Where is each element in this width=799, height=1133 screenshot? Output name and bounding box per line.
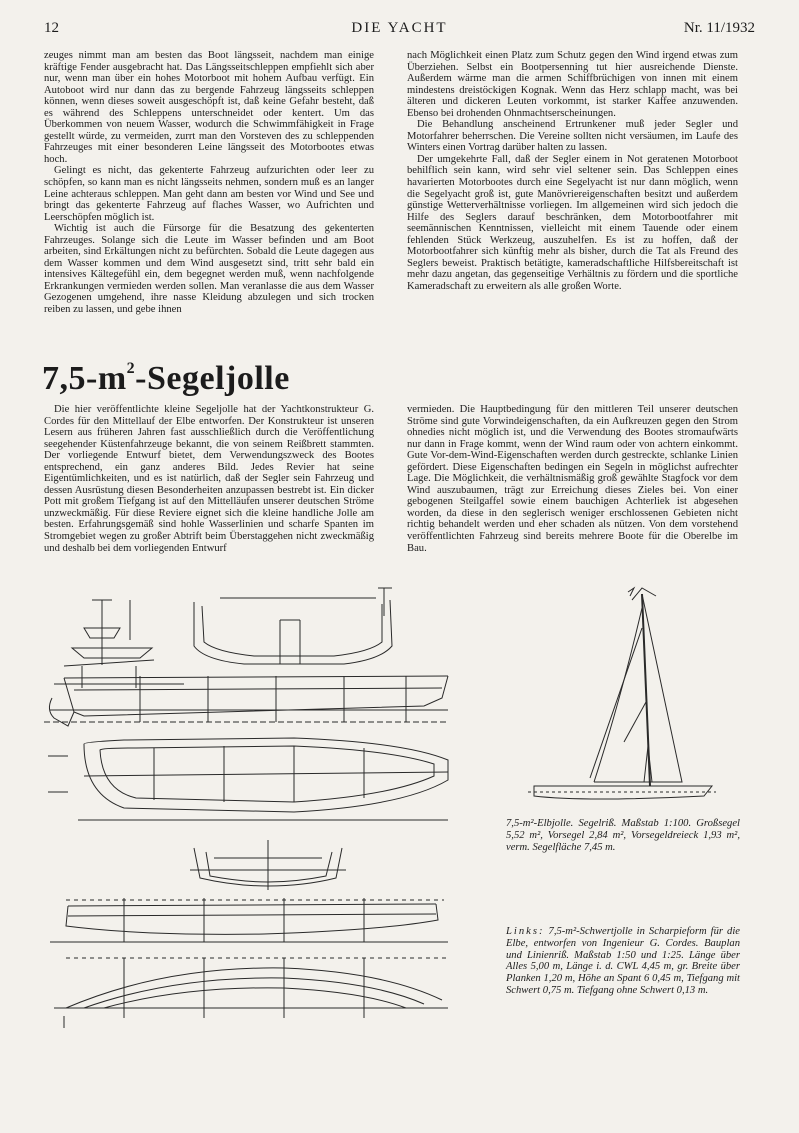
mainsail-luff (594, 608, 642, 782)
pennant (628, 588, 634, 596)
article-left-column (44, 404, 374, 554)
paragraph: vermieden. Die Hauptbedingung für den mittleren Teil unserer deutschen Ströme sind gute Vorwindeigenschaften, da ein Aufkreuzen gegen den Strom ohnedies nicht möglich ist, und die Verwendung des Bootes stromaufwärts nur dann in Frage kommt, wenn der Wind raum oder von achtern einkommt. Gute Vor-dem-Wind-Eigenschaften werden durch gestreckte, schlanke Linien gefördert. Diese Eigenschaften bedingen ein Segeln in möglichst aufrechter Lage. Die Möglichkeit, die verhältnismäßig groß gewählte Stagfock vor dem Wind auszubaumen, trägt zur Erreichung dieses Zieles bei. Von einer gebogenen Steilgaffel sowie einem bauchigen Achterliek ist abgesehen worden, da diese in den seglerisch weniger erschlossenen Gebieten nicht richtig behandelt werden und eher schaden als nützen. Von dem vorstehend veröffentlichten Fahrzeug sind bereits mehrere Boote für die Oberelbe im Bau. (407, 404, 738, 554)
article-title (42, 360, 290, 398)
half-breadth-plan (54, 958, 448, 1028)
upper-right-column (407, 50, 738, 292)
midship-section (194, 588, 392, 664)
caption-lead: Links: (506, 926, 545, 937)
title-prefix: 7,5-m (42, 360, 127, 397)
jib-stay (590, 628, 642, 778)
paragraph: Wichtig ist auch die Fürsorge für die Besatzung des gekenterten Fahrzeuges. Solange sich die Leute im Wasser befinden und am Boot arbeiten, sind Erkältungen nicht zu befürchten. Sobald die Leute dagegen aus dem Wasser kommen und dem Wind ausgesetzt sind, tritt sehr bald ein intensives Kältegefühl ein, dem begegnet werden muß, wenn nachfolgende Erkrankungen vermieden werden sollen. Man veranlasse die aus dem Wasser Gezogenen umgehend, ihre nasse Kleidung abzulegen und sich trocken reiben zu lassen, und gebe ihnen (44, 223, 374, 316)
title-superscript: 2 (126, 360, 136, 377)
lines-caption (506, 926, 740, 997)
body-plan (190, 840, 346, 890)
paragraph: nach Möglichkeit einen Platz zum Schutz gegen den Wind irgend etwas zum Überziehen. Selbst ein Bootpersenning tut hier ausreichende Dienste. Außerdem wärme man die armen Schiffbrüchigen von innen mit einem mindestens dreistöckigen Kognak. Wenn das Herz schlapp macht, was bei älteren und dickeren Leuten vorkommt, ist starker Kaffee anzuwenden. Ebenso bei drohenden Ohnmachtserscheinungen. (407, 50, 738, 119)
paragraph: Die Behandlung anscheinend Ertrunkener muß jeder Segler und Motorfahrer beherrschen. Die Vereine sollten nicht versäumen, im Laufe des Winters einen Vortrag darüber halten zu lassen. (407, 119, 738, 154)
mast-step-detail (54, 600, 184, 688)
page-header (44, 20, 755, 40)
paragraph: Die hier veröffentlichte kleine Segeljolle hat der Yachtkonstrukteur G. Cordes für den Mittellauf der Elbe entworfen. Der Konstrukteur ist unseren Lesern aus früheren Jahren fast ausschließlich durch die Veröffentlichung seegehender Küstenfahrzeuge bekannt, die von seinem Reißbrett stammten. Der vorliegende Entwurf bietet, dem Verwendungszweck des Bootes entsprechend, ein ganz anderes Bild. Jedes Revier hat seine Eigentümlichkeiten, und es ist natürlich, daß der Segler sein Fahrzeug und dessen Ausrüstung diesen Besonderheiten anzupassen bestrebt ist. Ein dicker Pott mit großem Tiefgang ist auf den Mittelläufen unserer deutschen Ströme unzweckmäßig. Für diese Reviere eignet sich die kleine handliche Jolle am besten. Erfahrungsgemäß sind hohle Wasserlinien und scharfe Spanten im Stromgebiet wegen zu großer Abtrift beim Überstaggehen nicht zweckmäßig und deshalb bei dem vorliegenden Entwurf (44, 404, 374, 554)
gaff-top (632, 588, 656, 600)
page-number: 12 (44, 20, 59, 36)
sail-plan-drawing (524, 582, 718, 804)
deck-plan (48, 738, 448, 820)
caption-body: 7,5-m²-Schwertjolle in Scharpieform für die Elbe, entworfen von Ingenieur G. Cordes. Bauplan und Linienriß. Maßstab 1:50 und 1:25. Länge über Alles 5,00 m, Länge i. d. CWL 4,45 m, gr. Breite über Planken 1,20 m, Höhe an Spant 6 0,45 m, Tiefgang mit Schwert 0,75 m. Tiefgang ohne Schwert 0,13 m. (506, 926, 740, 996)
mainsail (594, 594, 682, 782)
paragraph: zeuges nimmt man am besten das Boot längsseit, nachdem man einige kräftige Fender ausgebracht hat. Das Längsseitschleppen empfiehlt sich aber nur, wenn man über ein hohes Motorboot mit hohem Aufbau verfügt. Ein Autoboot wird nur dann das zu bergende Fahrzeug längsseits schleppen können, wenn dieses soweit ausgeschöpft ist, daß keine Gefahr besteht, daß es während des Schleppens unterschneidet oder kentert. Um das Überkommen von neuem Wasser, wodurch die Schwimmfähigkeit in Frage gestellt würde, zu vermeiden, zurrt man den Vorsteven des zu schleppenden Fahrzeuges mit einer besonderen Leine längsseit des Motorbootes etwas hoch. (44, 50, 374, 165)
paragraph: Gelingt es nicht, das gekenterte Fahrzeug aufzurichten oder leer zu schöpfen, so kann man es nicht längsseits nehmen, sondern muß es an langer Leine achteraus schleppen. Man geht dann am besten vor Wind und See und bringt das gekenterte Fahrzeug auf flaches Wasser, wo Aufrichten und Leerschöpfen möglich ist. (44, 165, 374, 223)
batten (624, 702, 646, 742)
sail-plan-caption: 7,5-m²-Elbjolle. Segelriß. Maßstab 1:100. Großsegel 5,52 m², Vorsegel 2,84 m², Vorsegeldreieck 1,93 m², verm. Segelfläche 7,45 m. (506, 818, 740, 853)
upper-left-column (44, 50, 374, 316)
magazine-title: DIE YACHT (351, 20, 448, 36)
issue-number: Nr. 11/1932 (683, 20, 755, 36)
construction-plan-drawing (44, 580, 454, 1030)
article-right-column (407, 404, 738, 554)
lines-profile (50, 898, 448, 942)
title-suffix: -Segeljolle (135, 360, 290, 397)
paragraph: Der umgekehrte Fall, daß der Segler einem in Not geratenen Motorboot behilflich sein kann, wird sehr viel seltener sein. Das Schleppen eines havarierten Motorbootes durch eine Segelyacht ist nur dann möglich, wenn die Segelyacht groß ist, gute Manövriereigenschaften besitzt und außerdem günstige Wetterverhältnisse vorliegen. Im allgemeinen wird sich jedoch die Hilfe des Seglers darauf beschränken, dem Motorbootfahrer mit seemännischen Kenntnissen, vielleicht mit einem Tauende oder einem fehlenden Stück Werkzeug, auszuhelfen. Es ist zu hoffen, daß der Motorbootfahrer sich künftig mehr als bisher, durch die Tat als Freund des Seglers beweist. Praktisch betätigte, kameradschaftliche Hilfsbereitschaft ist mehr dazu angetan, das gegenseitige Verhältnis zu fördern und die sportliche Kameradschaft zu erweitern als alle großen Worte. (407, 153, 738, 292)
